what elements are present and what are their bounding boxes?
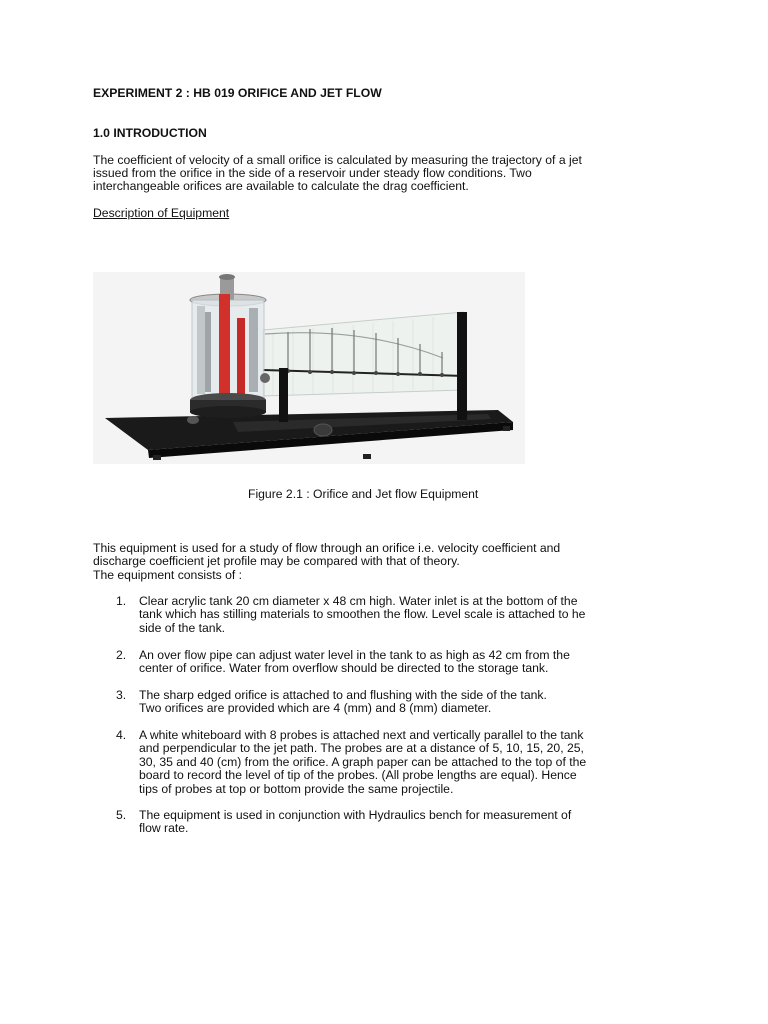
intro-line: issued from the orifice in the side of a reservoir under steady flow conditions. Two	[93, 166, 532, 180]
orifice-fitting	[260, 373, 270, 383]
support-post-left	[279, 368, 288, 422]
intro-line: The coefficient of velocity of a small orifice is calculated by measuring the trajectory of a jet	[93, 153, 582, 167]
list-line: An over flow pipe can adjust water level in the tank to as high as 42 cm from the	[139, 648, 570, 662]
list-line: flow rate.	[139, 821, 189, 836]
body-line: This equipment is used for a study of flow through an orifice i.e. velocity coefficient and	[93, 541, 561, 555]
list-number: 2.	[116, 648, 127, 662]
list-number: 1.	[116, 594, 127, 608]
list-line: tips of probes at top or bottom provide the same projectile.	[139, 781, 454, 796]
body-line: The equipment consists of :	[93, 568, 243, 582]
list-number: 3.	[116, 688, 127, 702]
list-line: A white whiteboard with 8 probes is attached next and vertically parallel to the tank	[139, 728, 584, 742]
list-line: center of orifice. Water from overflow should be directed to the storage tank.	[139, 661, 549, 676]
equipment-illustration	[93, 272, 525, 464]
overflow-pipe	[219, 294, 230, 398]
list-number: 4.	[116, 728, 127, 742]
list-line: The sharp edged orifice is attached to and flushing with the side of the tank.	[139, 688, 547, 702]
drain-knob	[314, 424, 332, 436]
support-post-right	[457, 312, 467, 420]
list-line: 30, 35 and 40 (cm) from the orifice. A graph paper can be attached to the top of the	[139, 754, 587, 769]
section-heading: 1.0 INTRODUCTION	[93, 126, 207, 140]
list-line: and perpendicular to the jet path. The probes are at a distance of 5, 10, 15, 20, 25,	[139, 741, 584, 756]
figure-caption: Figure 2.1 : Orifice and Jet flow Equipment	[248, 487, 479, 501]
body-line: discharge coefficient jet profile may be compared with that of theory.	[93, 554, 460, 568]
intro-line: interchangeable orifices are available to calculate the drag coefficient.	[93, 179, 469, 193]
list-line: The equipment is used in conjunction with Hydraulics bench for measurement of	[139, 808, 572, 822]
document-title: EXPERIMENT 2 : HB 019 ORIFICE AND JET FLOW	[93, 86, 382, 100]
list-line: Two orifices are provided which are 4 (mm) and 8 (mm) diameter.	[139, 701, 492, 716]
list-number: 5.	[116, 808, 127, 822]
subheading: Description of Equipment	[93, 206, 230, 220]
list-line: side of the tank.	[139, 620, 226, 635]
list-line: Clear acrylic tank 20 cm diameter x 48 cm high. Water inlet is at the bottom of the	[139, 594, 578, 608]
list-line: tank which has stilling materials to smoothen the flow. Level scale is attached to he	[139, 607, 586, 622]
list-line: board to record the level of tip of the probes. (All probe lengths are equal). Hence	[139, 768, 577, 783]
equipment-figure	[93, 272, 525, 464]
